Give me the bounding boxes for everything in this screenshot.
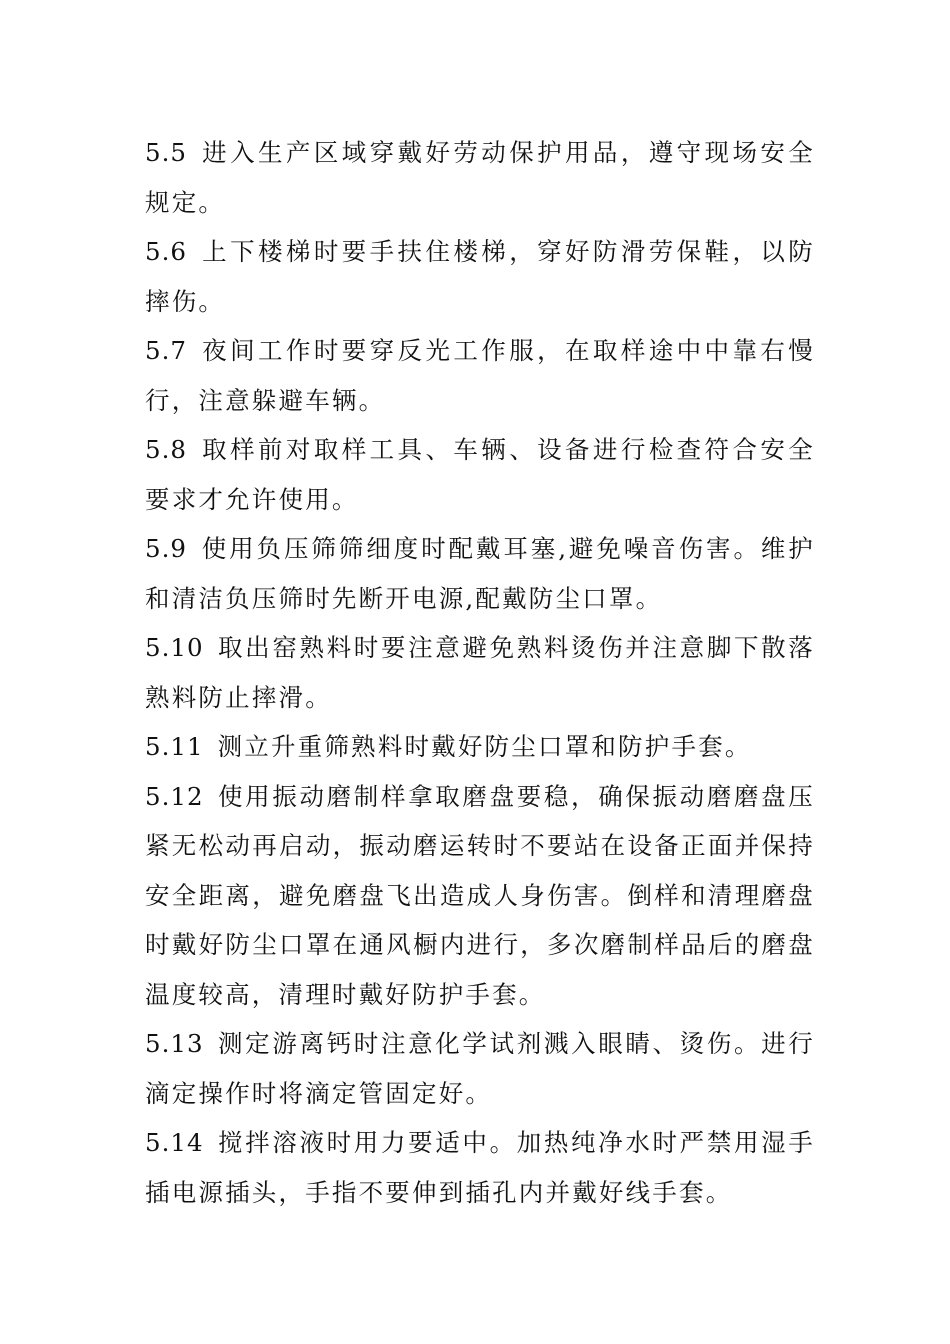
clause-number: 5.10 [145, 633, 204, 662]
clause-number: 5.13 [145, 1029, 204, 1058]
clause-text: 夜间工作时要穿反光工作服，在取样途中中靠右慢行，注意躲避车辆。 [145, 336, 815, 415]
clause-number: 5.5 [145, 138, 187, 167]
clause-number: 5.14 [145, 1128, 204, 1157]
clause-number: 5.9 [145, 534, 187, 563]
clause-number: 5.7 [145, 336, 187, 365]
clause-5-14 [145, 1118, 815, 1217]
clause-5-7 [145, 326, 815, 425]
clause-text: 上下楼梯时要手扶住楼梯，穿好防滑劳保鞋，以防摔伤。 [145, 237, 815, 316]
clause-text: 测定游离钙时注意化学试剂溅入眼睛、烫伤。进行滴定操作时将滴定管固定好。 [145, 1029, 815, 1108]
clause-5-10 [145, 623, 815, 722]
clause-5-13 [145, 1019, 815, 1118]
clause-5-8 [145, 425, 815, 524]
clause-number: 5.12 [145, 781, 204, 811]
clause-5-12 [145, 772, 815, 1020]
clause-number: 5.11 [145, 732, 204, 761]
clause-text: 使用振动磨制样拿取磨盘要稳，确保振动磨磨盘压紧无松动再启动，振动磨运转时不要站在设备正面并保持安全距离，避免磨盘飞出造成人身伤害。倒样和清理磨盘时戴好防尘口罩在通风橱内进行，多次磨制样品后的磨盘温度较高，清理时戴好防护手套。 [145, 781, 815, 1009]
clause-5-6 [145, 227, 815, 326]
clause-text: 搅拌溶液时用力要适中。加热纯净水时严禁用湿手插电源插头，手指不要伸到插孔内并戴好线手套。 [145, 1128, 815, 1207]
clause-text: 取出窑熟料时要注意避免熟料烫伤并注意脚下散落熟料防止摔滑。 [145, 633, 815, 712]
clause-5-5 [145, 128, 815, 227]
clause-text: 取样前对取样工具、车辆、设备进行检查符合安全要求才允许使用。 [145, 435, 815, 514]
clause-text: 使用负压筛筛细度时配戴耳塞,避免噪音伤害。维护和清洁负压筛时先断开电源,配戴防尘口罩。 [145, 534, 815, 613]
clause-text: 测立升重筛熟料时戴好防尘口罩和防护手套。 [217, 732, 752, 761]
clause-text: 进入生产区域穿戴好劳动保护用品，遵守现场安全规定。 [145, 138, 815, 217]
clause-number: 5.8 [145, 435, 187, 464]
document-body [145, 128, 815, 1217]
clause-5-11 [145, 722, 815, 772]
clause-number: 5.6 [145, 237, 187, 266]
clause-5-9 [145, 524, 815, 623]
